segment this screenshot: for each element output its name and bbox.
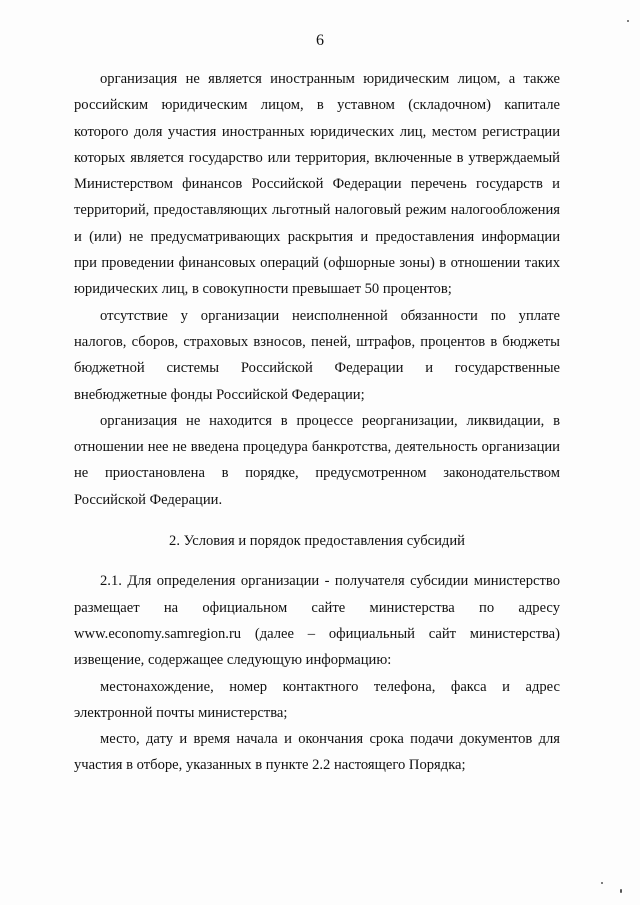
document-body (74, 66, 560, 779)
page-number: 6 (316, 32, 324, 49)
paragraph-location: местонахождение, номер контактного телефона, факса и адрес электронной почты министерства; (74, 678, 560, 721)
section-heading: 2. Условия и порядок предоставления субсидий (169, 533, 465, 550)
paragraph-2-1: 2.1. Для определения организации - получателя субсидии министерство размещает на официальном сайте министерства по адресу www.economy.samregion.ru (далее – официальный сайт министерства) извещение, содержащее следующую информацию: (74, 573, 560, 669)
scan-speck (627, 20, 629, 22)
paragraph-dates: место, дату и время начала и окончания срока подачи документов для участия в отборе, указанных в пункте 2.2 настоящего Порядка; (74, 731, 560, 774)
paragraph-foreign-capital: организация не является иностранным юридическим лицом, а также российским юридическим лицом, в уставном (складочном) капитале которого доля участия иностранных юридических лиц, местом регистрации которых является государство или территория, включенные в утверждаемый Министерством финансов Российской Федерации перечень государств и территорий, предоставляющих льготный налоговый режим налогообложения и (или) не предусматривающих раскрытия и предоставления информации при проведении финансовых операций (офшорные зоны) в отношении таких юридических лиц, в совокупности превышает 50 процентов; (74, 71, 560, 298)
scan-speck (601, 882, 603, 884)
paragraph-tax-obligations: отсутствие у организации неисполненной обязанности по уплате налогов, сборов, страховых взносов, пеней, штрафов, процентов в бюджеты бюджетной системы Российской Федерации и государственные внебюджетные фонды Российской Федерации; (74, 307, 560, 403)
scan-speck (620, 889, 622, 893)
paragraph-reorganization: организация не находится в процессе реорганизации, ликвидации, в отношении нее не введена процедура банкротства, деятельность организации не приостановлена в порядке, предусмотренном законодательством Российской Федерации. (74, 412, 560, 508)
